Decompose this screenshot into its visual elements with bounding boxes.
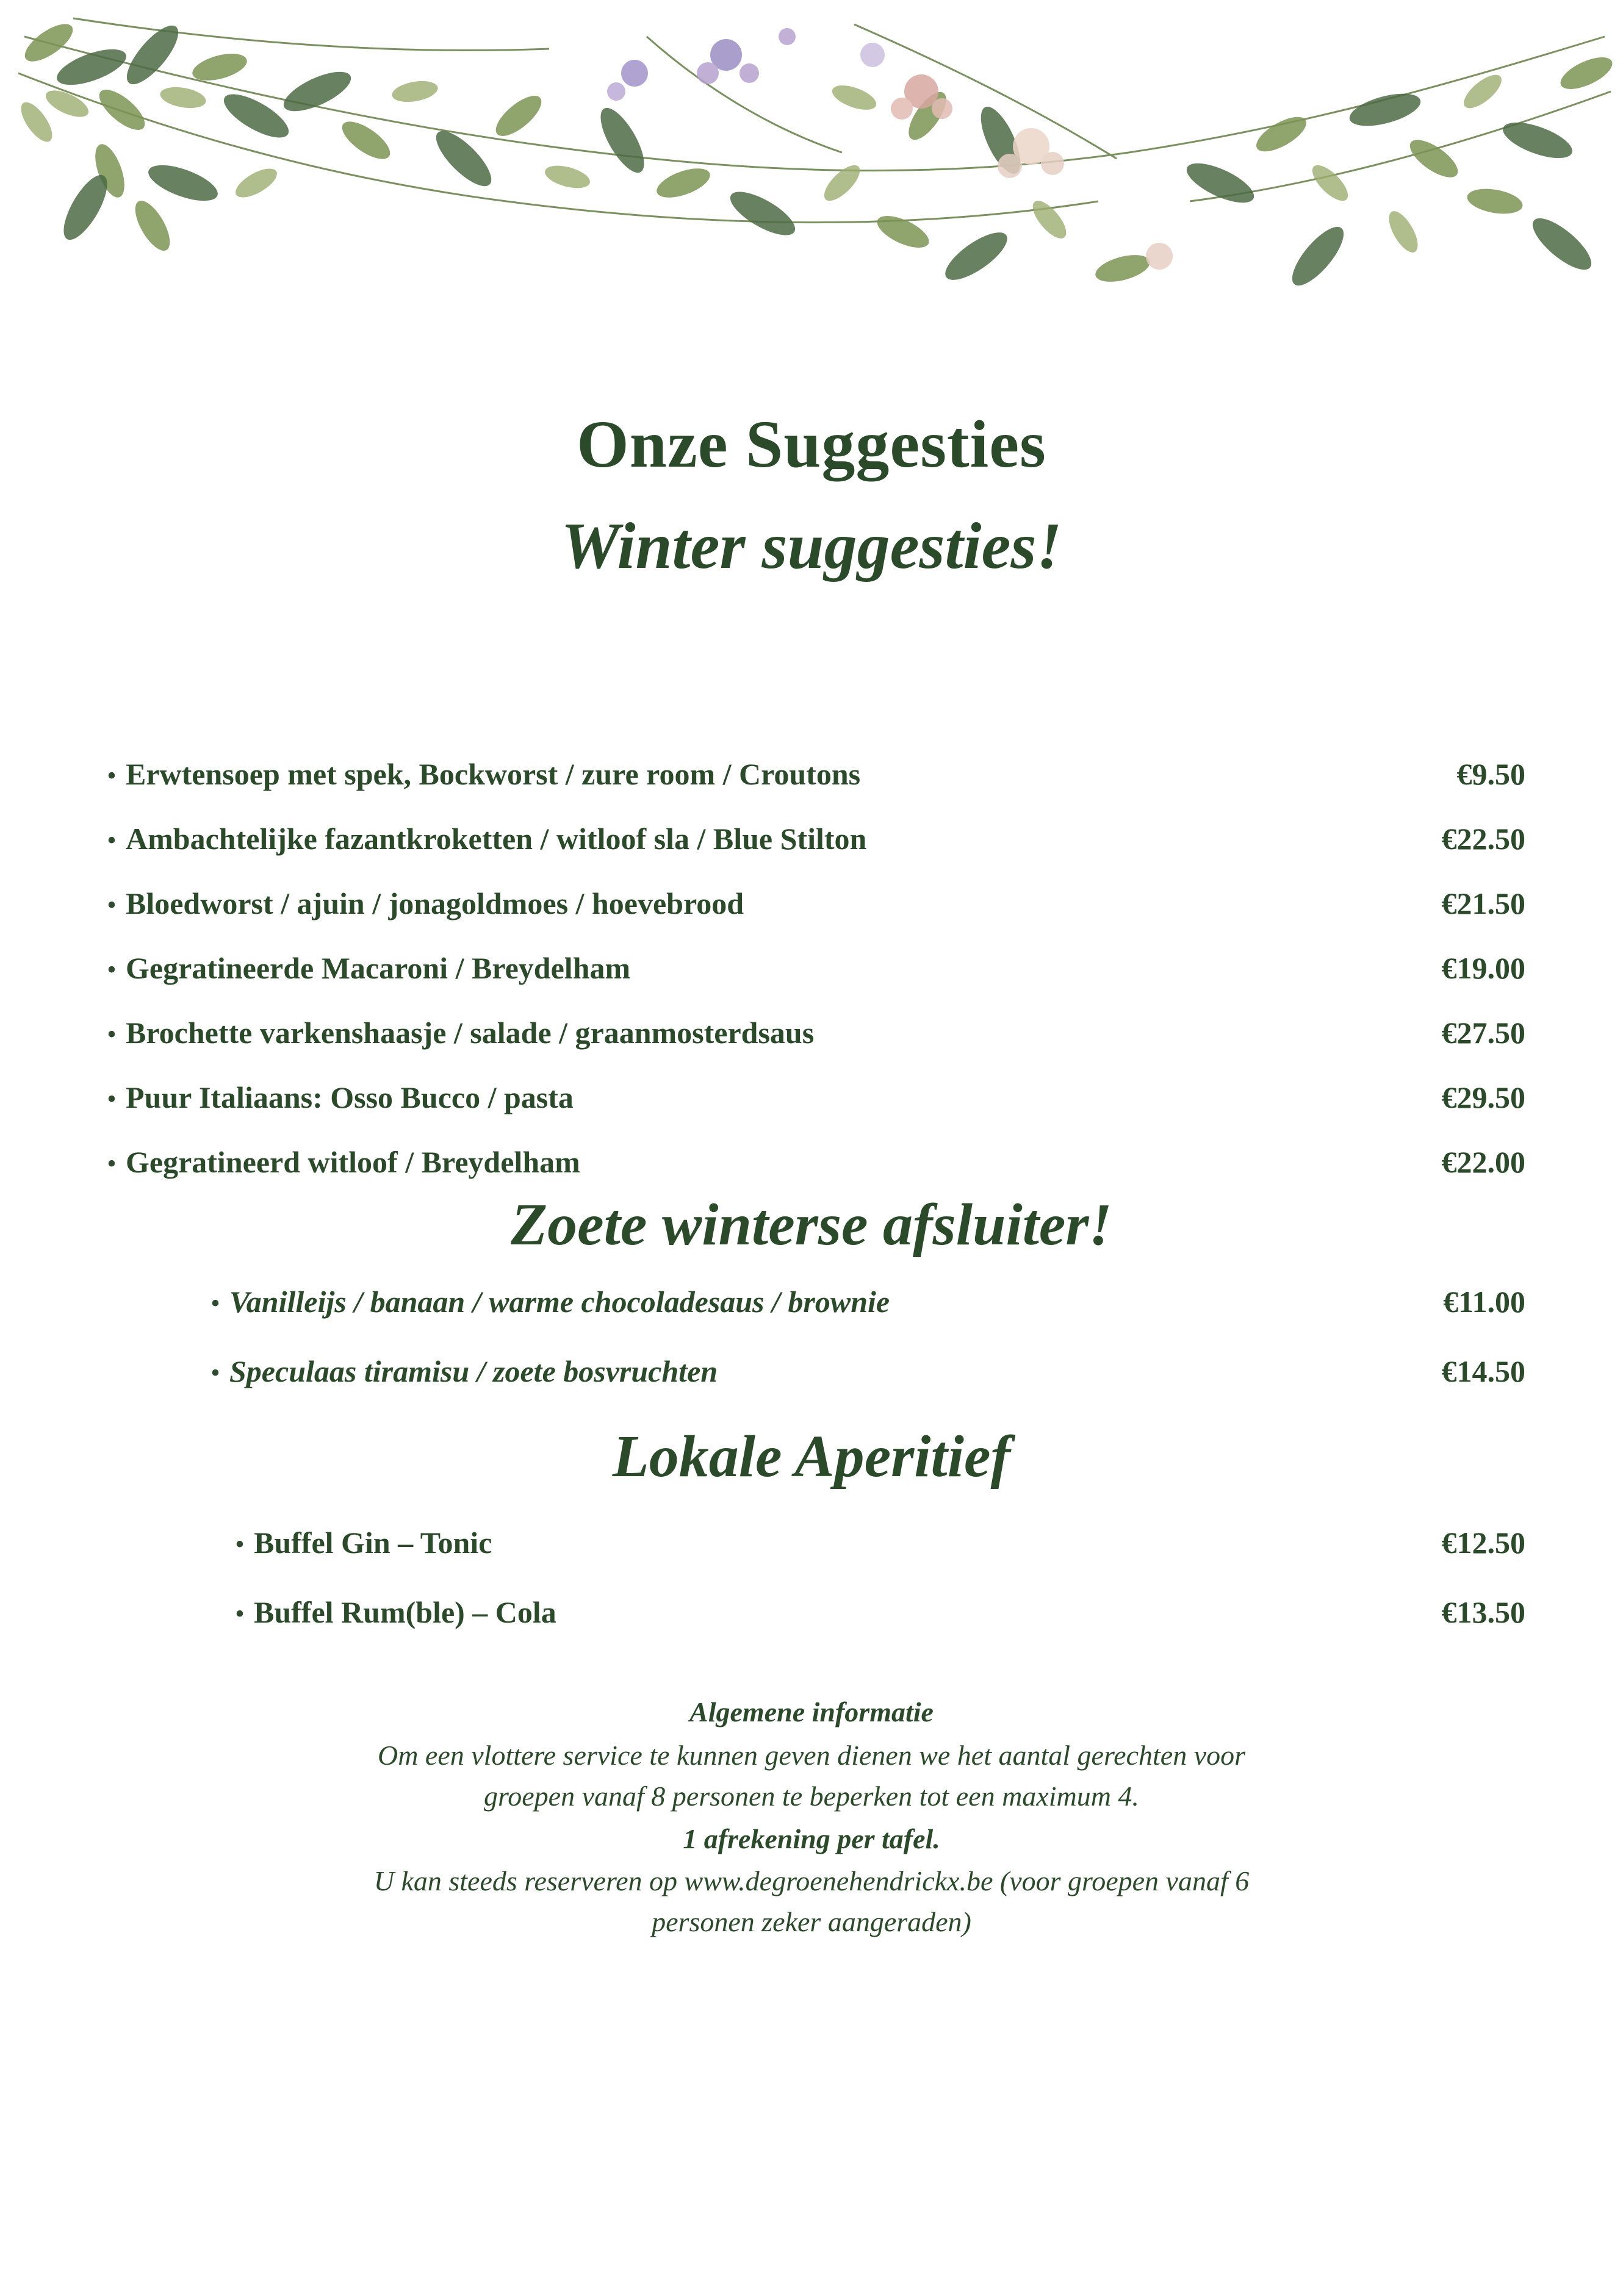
bullet-icon — [98, 956, 126, 983]
desserts-heading: Zoete winterse afsluiter! — [511, 1192, 1112, 1258]
menu-item-price: €21.50 — [1441, 886, 1525, 920]
menu-item-price: €13.50 — [1441, 1595, 1525, 1629]
list-item — [226, 1595, 1525, 1656]
desserts-section-heading-wrap — [0, 1189, 1623, 1261]
list-item — [98, 756, 1525, 813]
info-line-4: personen zeker aangeraden) — [652, 1906, 971, 1938]
winter-suggestions-list — [98, 756, 1525, 1209]
bullet-icon — [201, 1290, 229, 1317]
list-item — [201, 1284, 1525, 1345]
bullet-icon — [98, 1086, 126, 1113]
menu-item-price: €29.50 — [1441, 1080, 1525, 1114]
bullet-icon — [201, 1360, 229, 1387]
menu-item-name: Gegratineerde Macaroni / Breydelham — [126, 951, 631, 985]
bullet-icon — [226, 1531, 254, 1558]
menu-item-price: €19.00 — [1441, 951, 1525, 985]
menu-item-name: Puur Italiaans: Osso Bucco / pasta — [126, 1080, 574, 1114]
bullet-icon — [98, 827, 126, 854]
info-line-3: U kan steeds reserveren op www.degroenehendrickx.be (voor groepen vanaf 6 — [373, 1865, 1250, 1897]
bullet-icon — [98, 892, 126, 919]
general-information — [171, 1696, 1452, 1943]
menu-item-name: Ambachtelijke fazantkroketten / witloof sla / Blue Stilton — [126, 822, 867, 856]
info-title: Algemene informatie — [689, 1696, 934, 1727]
list-item — [201, 1354, 1525, 1415]
info-billing-note: 1 afrekening per tafel. — [683, 1823, 940, 1855]
document-title-block — [0, 403, 1623, 589]
page-subtitle: Winter suggesties! — [561, 509, 1062, 583]
info-line-1: Om een vlottere service te kunnen geven dienen we het aantal gerechten voor — [377, 1740, 1246, 1771]
menu-item-name: Brochette varkenshaasje / salade / graanmosterdsaus — [126, 1016, 815, 1050]
list-item — [98, 1015, 1525, 1071]
menu-item-name: Buffel Rum(ble) – Cola — [254, 1595, 556, 1629]
bullet-icon — [98, 762, 126, 789]
aperitifs-section-heading-wrap — [0, 1421, 1623, 1493]
bullet-icon — [98, 1021, 126, 1048]
menu-item-name: Vanilleijs / banaan / warme chocoladesaus / brownie — [229, 1285, 890, 1319]
aperitifs-list — [226, 1525, 1525, 1664]
menu-item-price: €12.50 — [1441, 1526, 1525, 1560]
info-line-2: groepen vanaf 8 personen te beperken tot een maximum 4. — [484, 1780, 1139, 1812]
desserts-list — [201, 1284, 1525, 1423]
page-title: Onze Suggesties — [577, 407, 1046, 481]
aperitifs-heading: Lokale Aperitief — [612, 1424, 1011, 1490]
floral-header-illustration — [0, 0, 1623, 366]
list-item — [98, 886, 1525, 942]
list-item — [226, 1525, 1525, 1586]
menu-item-price: €11.00 — [1443, 1285, 1525, 1319]
menu-item-price: €14.50 — [1441, 1354, 1525, 1388]
menu-item-name: Speculaas tiramisu / zoete bosvruchten — [229, 1354, 718, 1388]
bullet-icon — [98, 1150, 126, 1177]
menu-item-price: €22.50 — [1441, 822, 1525, 856]
menu-item-name: Erwtensoep met spek, Bockworst / zure room / Croutons — [126, 757, 861, 791]
menu-item-name: Gegratineerd witloof / Breydelham — [126, 1145, 580, 1179]
menu-item-name: Bloedworst / ajuin / jonagoldmoes / hoevebrood — [126, 886, 744, 920]
menu-item-price: €9.50 — [1456, 757, 1525, 791]
bullet-icon — [226, 1601, 254, 1627]
list-item — [98, 1080, 1525, 1136]
list-item — [98, 821, 1525, 877]
list-item — [98, 950, 1525, 1006]
menu-item-name: Buffel Gin – Tonic — [254, 1526, 492, 1560]
menu-item-price: €22.00 — [1441, 1145, 1525, 1179]
menu-item-price: €27.50 — [1441, 1016, 1525, 1050]
